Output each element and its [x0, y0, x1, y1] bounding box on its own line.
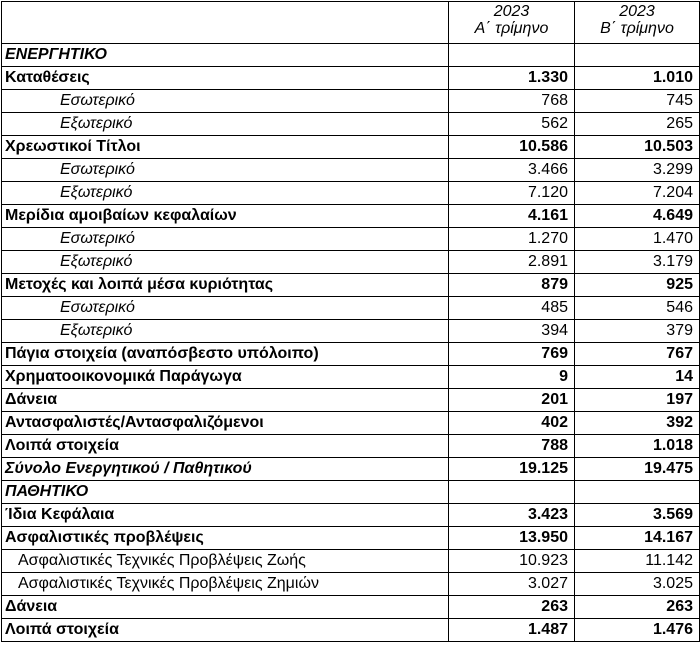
value-a: 402	[449, 412, 575, 435]
section-row-assets	[2, 44, 700, 67]
value-b: 14.167	[575, 527, 700, 550]
row-label: Δάνεια	[2, 389, 449, 412]
value-b	[575, 44, 700, 67]
value-a: 562	[449, 113, 575, 136]
value-b: 197	[575, 389, 700, 412]
table-row	[2, 251, 700, 274]
value-b: 19.475	[575, 458, 700, 481]
balance-sheet-table	[1, 1, 700, 642]
row-label: Ασφαλιστικές Τεχνικές Προβλέψεις Ζημιών	[2, 573, 449, 596]
table-row	[2, 504, 700, 527]
row-label: ΠΑΘΗΤΙΚΟ	[2, 481, 449, 504]
value-b: 745	[575, 90, 700, 113]
value-b: 4.649	[575, 205, 700, 228]
header-period-b: 2023 Β΄ τρίμηνο	[575, 2, 700, 44]
table-row	[2, 136, 700, 159]
row-label: Εξωτερικό	[2, 182, 449, 205]
value-b: 379	[575, 320, 700, 343]
table-row	[2, 113, 700, 136]
value-a: 3.466	[449, 159, 575, 182]
value-a: 3.027	[449, 573, 575, 596]
value-a: 13.950	[449, 527, 575, 550]
table-row	[2, 619, 700, 642]
value-b: 265	[575, 113, 700, 136]
table-row	[2, 343, 700, 366]
table-row	[2, 366, 700, 389]
total-row	[2, 458, 700, 481]
header-period-a: 2023 Α΄ τρίμηνο	[449, 2, 575, 44]
table-row	[2, 274, 700, 297]
table-row	[2, 90, 700, 113]
row-label: Εξωτερικό	[2, 320, 449, 343]
row-label: Εξωτερικό	[2, 113, 449, 136]
value-a: 1.487	[449, 619, 575, 642]
value-a: 4.161	[449, 205, 575, 228]
value-a: 1.330	[449, 67, 575, 90]
value-a: 10.923	[449, 550, 575, 573]
value-b: 546	[575, 297, 700, 320]
value-a: 394	[449, 320, 575, 343]
table-row	[2, 320, 700, 343]
table-row	[2, 550, 700, 573]
row-label: Πάγια στοιχεία (αναπόσβεστο υπόλοιπο)	[2, 343, 449, 366]
row-label: Μετοχές και λοιπά μέσα κυριότητας	[2, 274, 449, 297]
value-a: 19.125	[449, 458, 575, 481]
table-row	[2, 297, 700, 320]
value-b: 3.299	[575, 159, 700, 182]
value-b: 3.025	[575, 573, 700, 596]
value-a: 9	[449, 366, 575, 389]
value-b: 14	[575, 366, 700, 389]
value-a: 3.423	[449, 504, 575, 527]
value-a: 263	[449, 596, 575, 619]
row-label: Εξωτερικό	[2, 251, 449, 274]
value-b: 925	[575, 274, 700, 297]
row-label: Ασφαλιστικές Τεχνικές Προβλέψεις Ζωής	[2, 550, 449, 573]
value-b: 392	[575, 412, 700, 435]
row-label: Αντασφαλιστές/Αντασφαλιζόμενοι	[2, 412, 449, 435]
table-row	[2, 228, 700, 251]
row-label: Εσωτερικό	[2, 90, 449, 113]
table-row	[2, 435, 700, 458]
row-label: Χρεωστικοί Τίτλοι	[2, 136, 449, 159]
row-label: Εσωτερικό	[2, 228, 449, 251]
header-row	[2, 2, 700, 44]
row-label: Λοιπά στοιχεία	[2, 619, 449, 642]
value-b: 11.142	[575, 550, 700, 573]
value-b: 7.204	[575, 182, 700, 205]
row-label: Εσωτερικό	[2, 297, 449, 320]
table-row	[2, 389, 700, 412]
row-label: Ασφαλιστικές προβλέψεις	[2, 527, 449, 550]
value-a: 1.270	[449, 228, 575, 251]
value-a: 10.586	[449, 136, 575, 159]
row-label: Καταθέσεις	[2, 67, 449, 90]
table-row	[2, 159, 700, 182]
value-b: 767	[575, 343, 700, 366]
table-row	[2, 182, 700, 205]
value-b: 1.010	[575, 67, 700, 90]
row-label: Σύνολο Ενεργητικού / Παθητικού	[2, 458, 449, 481]
row-label: Λοιπά στοιχεία	[2, 435, 449, 458]
row-label: Ίδια Κεφάλαια	[2, 504, 449, 527]
section-row-liabilities	[2, 481, 700, 504]
table-row	[2, 205, 700, 228]
value-b	[575, 481, 700, 504]
value-a: 769	[449, 343, 575, 366]
row-label: Μερίδια αμοιβαίων κεφαλαίων	[2, 205, 449, 228]
value-a	[449, 44, 575, 67]
value-b: 1.470	[575, 228, 700, 251]
value-a: 201	[449, 389, 575, 412]
value-b: 1.018	[575, 435, 700, 458]
table-row	[2, 67, 700, 90]
row-label: Δάνεια	[2, 596, 449, 619]
value-b: 263	[575, 596, 700, 619]
row-label: ΕΝΕΡΓΗΤΙΚΟ	[2, 44, 449, 67]
value-a: 788	[449, 435, 575, 458]
header-empty-cell	[2, 2, 449, 44]
row-label: Εσωτερικό	[2, 159, 449, 182]
row-label: Χρηματοοικονομικά Παράγωγα	[2, 366, 449, 389]
value-b: 1.476	[575, 619, 700, 642]
value-a: 2.891	[449, 251, 575, 274]
value-a: 768	[449, 90, 575, 113]
value-b: 10.503	[575, 136, 700, 159]
value-b: 3.569	[575, 504, 700, 527]
table-row	[2, 596, 700, 619]
value-a	[449, 481, 575, 504]
table-row	[2, 573, 700, 596]
table-row	[2, 412, 700, 435]
value-a: 7.120	[449, 182, 575, 205]
value-a: 879	[449, 274, 575, 297]
table-row	[2, 527, 700, 550]
value-b: 3.179	[575, 251, 700, 274]
value-a: 485	[449, 297, 575, 320]
